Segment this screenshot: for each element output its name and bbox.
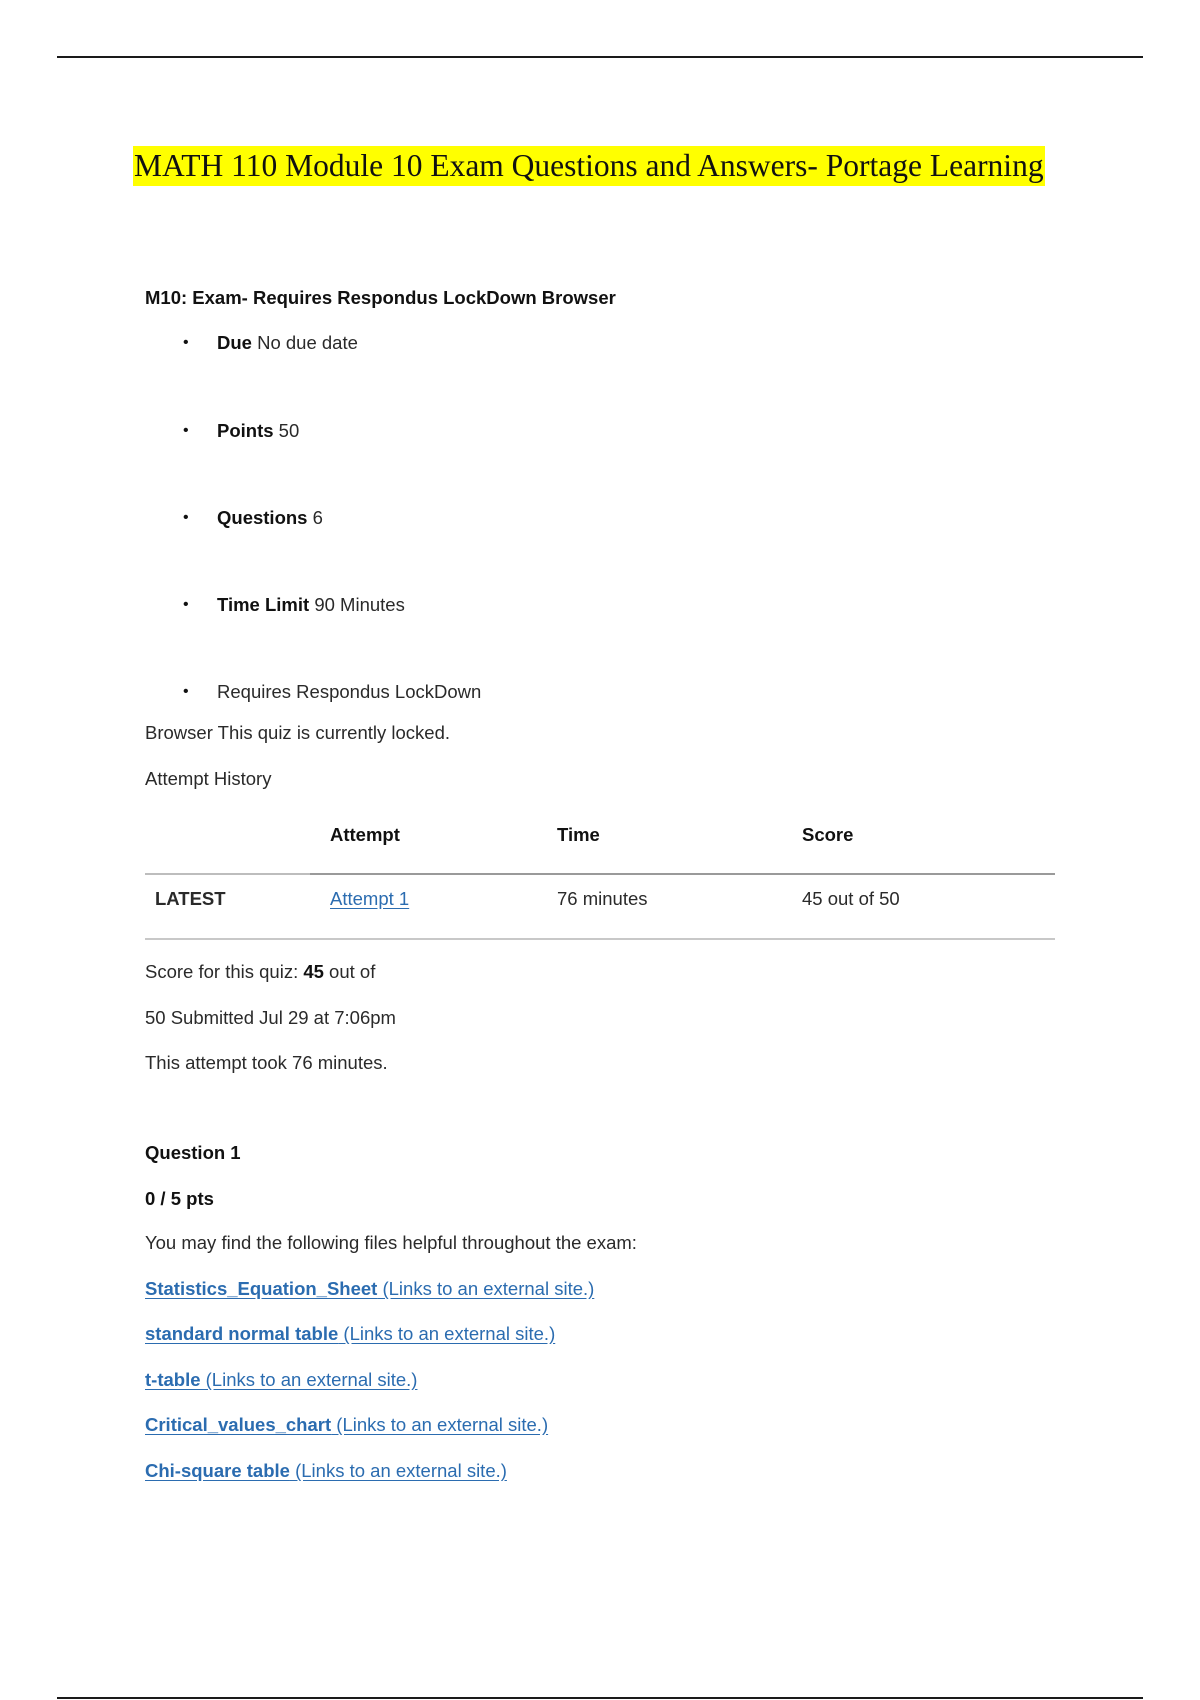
detail-value: No due date [257, 332, 358, 353]
attempt-1-link[interactable]: Attempt 1 [330, 888, 410, 909]
score-suffix: out of [323, 961, 376, 982]
bullet-icon: • [183, 422, 189, 439]
link-name[interactable]: Statistics_Equation_Sheet [145, 1278, 378, 1299]
submission-info: 50 Submitted Jul 29 at 7:06pm [145, 1007, 396, 1028]
score-summary [145, 961, 375, 983]
external-link-note[interactable]: (Links to an external site.) [289, 1460, 507, 1481]
attempt-score: 45 out of 50 [802, 888, 900, 909]
resource-link-chi-square-table[interactable] [145, 1460, 507, 1482]
external-link-note[interactable]: (Links to an external site.) [331, 1414, 549, 1435]
column-header-score: Score [802, 824, 854, 845]
detail-points [183, 420, 299, 442]
link-name[interactable]: Critical_values_chart [145, 1414, 332, 1435]
detail-value: 90 Minutes [314, 594, 405, 615]
resource-link-statistics-equation-sheet[interactable] [145, 1278, 594, 1300]
link-name[interactable]: Chi-square table [145, 1460, 290, 1481]
link-name[interactable]: standard normal table [145, 1323, 339, 1344]
external-link-note[interactable]: (Links to an external site.) [377, 1278, 595, 1299]
locked-status-text: Browser This quiz is currently locked. [145, 722, 451, 743]
score-value: 45 [303, 961, 324, 982]
header-rule [57, 56, 1143, 58]
detail-questions [183, 507, 323, 529]
bullet-icon: • [183, 334, 189, 351]
question-intro: You may find the following files helpful throughout the exam: [145, 1232, 637, 1253]
bullet-icon: • [183, 683, 189, 700]
resource-link-t-table[interactable] [145, 1369, 417, 1391]
external-link-note[interactable]: (Links to an external site.) [338, 1323, 556, 1344]
detail-time-limit [183, 594, 405, 616]
question-title: Question 1 [145, 1142, 241, 1163]
detail-label: Due [217, 332, 252, 353]
detail-label: Questions [217, 507, 308, 528]
detail-due [183, 332, 358, 354]
attempt-duration: This attempt took 76 minutes. [145, 1052, 388, 1073]
footer-rule [57, 1697, 1143, 1699]
resource-link-standard-normal-table[interactable] [145, 1323, 555, 1345]
detail-label: Points [217, 420, 274, 441]
column-header-attempt: Attempt [330, 824, 400, 845]
score-prefix: Score for this quiz: [145, 961, 304, 982]
link-name[interactable]: t-table [145, 1369, 201, 1390]
detail-lockdown [183, 681, 481, 703]
table-divider [145, 938, 1055, 940]
table-divider [310, 873, 1055, 875]
external-link-note[interactable]: (Links to an external site.) [200, 1369, 418, 1390]
detail-label: Time Limit [217, 594, 310, 615]
bullet-icon: • [183, 509, 189, 526]
attempt-status-badge: LATEST [155, 888, 226, 909]
resource-link-critical-values-chart[interactable] [145, 1414, 548, 1436]
detail-value: 6 [312, 507, 323, 528]
exam-heading: M10: Exam- Requires Respondus LockDown Browser [145, 287, 616, 308]
attempt-history-label: Attempt History [145, 768, 272, 789]
attempt-history-table [145, 815, 1055, 940]
bullet-icon: • [183, 596, 189, 613]
attempt-time: 76 minutes [557, 888, 648, 909]
document-title: MATH 110 Module 10 Exam Questions and Answers- Portage Learning [133, 146, 1045, 186]
column-header-time: Time [557, 824, 600, 845]
detail-value: 50 [278, 420, 300, 441]
detail-value: Requires Respondus LockDown [217, 681, 482, 702]
question-points: 0 / 5 pts [145, 1188, 214, 1209]
